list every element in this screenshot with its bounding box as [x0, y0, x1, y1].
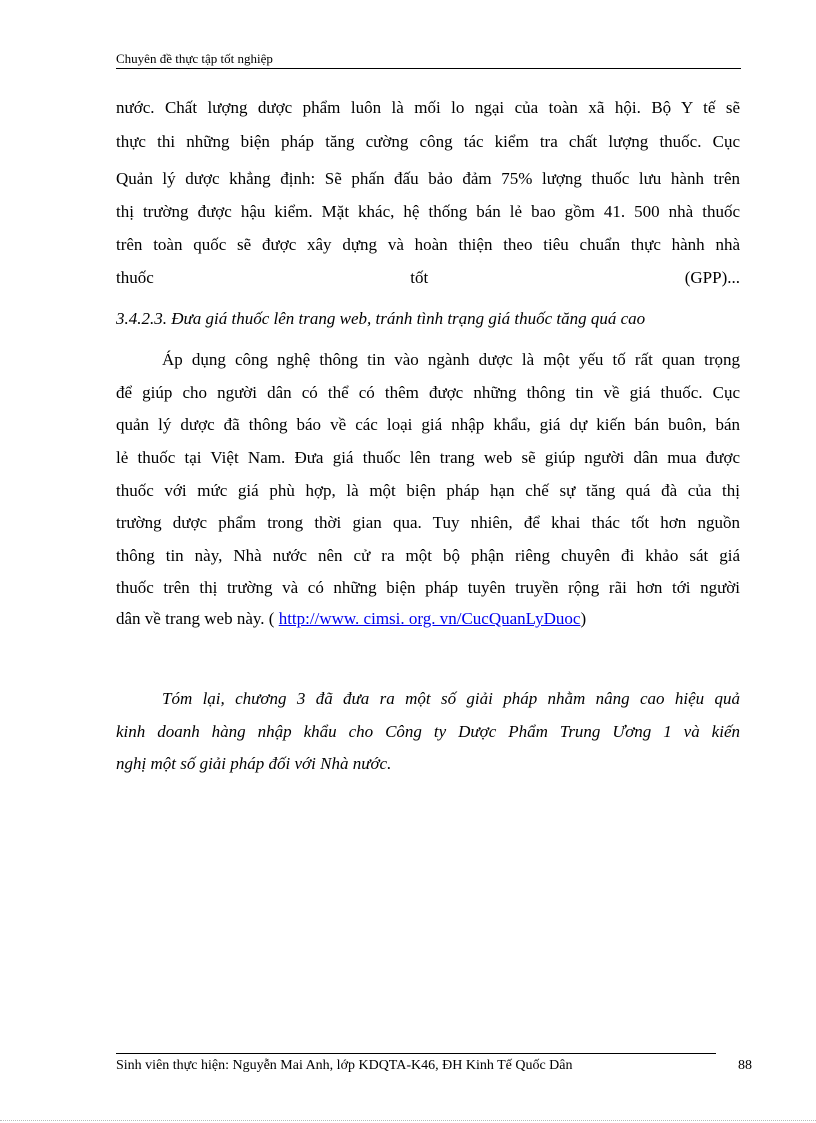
- summary-line: kinh doanh hàng nhập khẩu cho Công ty Dược Phẩm Trung Ương 1 và kiến: [116, 722, 740, 741]
- page-number: 88: [738, 1058, 752, 1073]
- page-bottom-divider: [0, 1120, 816, 1121]
- section-heading: 3.4.2.3. Đưa giá thuốc lên trang web, tránh tình trạng giá thuốc tăng quá cao: [116, 309, 646, 328]
- word: (GPP)...: [684, 268, 740, 287]
- footer-divider: [116, 1053, 716, 1054]
- body-text-line-last: [116, 266, 740, 290]
- body-text-line: thuốc trên thị trường và có những biện pháp tuyên truyền rộng rãi hơn tới người: [116, 578, 740, 597]
- body-text-line: thực thi những biện pháp tăng cường công tác kiểm tra chất lượng thuốc. Cục: [116, 132, 740, 151]
- summary-line: nghị một số giải pháp đối với Nhà nước.: [116, 754, 392, 773]
- body-text-line: Áp dụng công nghệ thông tin vào ngành dược là một yếu tố rất quan trọng: [162, 350, 740, 369]
- body-text-line: Quản lý dược khẳng định: Sẽ phấn đấu bảo đảm 75% lượng thuốc lưu hành trên: [116, 169, 740, 188]
- body-text-line: trường dược phẩm trong thời gian qua. Tuy nhiên, để khai thác tốt hơn nguồn: [116, 513, 740, 532]
- word: tốt: [410, 268, 429, 287]
- word: thuốc: [116, 268, 154, 287]
- body-text-line: quản lý dược đã thông báo về các loại giá nhập khẩu, giá dự kiến bán buôn, bán: [116, 415, 740, 434]
- body-text-line: lẻ thuốc tại Việt Nam. Đưa giá thuốc lên trang web sẽ giúp người dân mua được: [116, 448, 740, 467]
- body-text-line: trên toàn quốc sẽ được xây dựng và hoàn thiện theo tiêu chuẩn thực hành nhà: [116, 235, 740, 254]
- body-text-line: thuốc với mức giá phù hợp, là một biện pháp hạn chế sự tăng quá đà của thị: [116, 481, 740, 500]
- text-fragment: ): [580, 609, 587, 628]
- website-link[interactable]: http://www. cimsi. org. vn/CucQuanLyDuoc: [278, 609, 581, 628]
- body-text-line-last: [116, 607, 740, 631]
- body-text-line: thông tin này, Nhà nước nên cử ra một bộ phận riêng chuyên đi khảo sát giá: [116, 546, 740, 565]
- page-header: Chuyên đề thực tập tốt nghiệp: [116, 51, 741, 69]
- text-fragment: dân về trang web này. (: [116, 609, 279, 628]
- body-text-line: để giúp cho người dân có thể có thêm được những thông tin về giá thuốc. Cục: [116, 383, 740, 402]
- body-text-line: nước. Chất lượng dược phẩm luôn là mối lo ngại của toàn xã hội. Bộ Y tế sẽ: [116, 98, 740, 117]
- body-text-line: thị trường được hậu kiểm. Mặt khác, hệ thống bán lẻ bao gồm 41. 500 nhà thuốc: [116, 202, 740, 221]
- footer-author: Sinh viên thực hiện: Nguyễn Mai Anh, lớp KDQTA-K46, ĐH Kinh Tế Quốc Dân: [116, 1058, 573, 1073]
- summary-line: Tóm lại, chương 3 đã đưa ra một số giải pháp nhằm nâng cao hiệu quả: [162, 689, 740, 708]
